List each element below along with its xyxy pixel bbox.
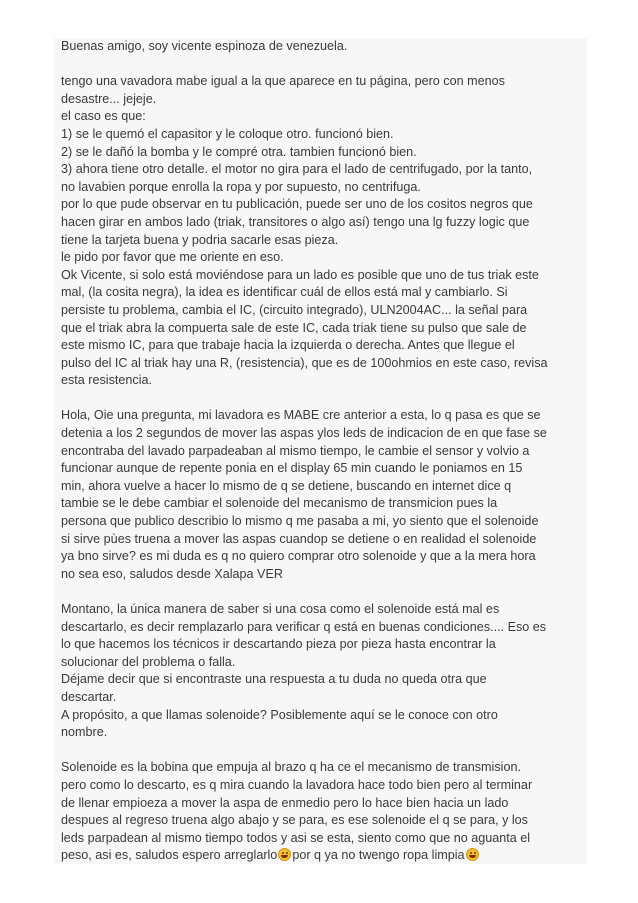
text-line: funcionar aunque de repente ponia en el display 65 min cuando le poniamos en 15 bbox=[61, 461, 523, 476]
text-line: Ok Vicente, si solo está moviéndose para un lado es posible que uno de tus triak este bbox=[61, 267, 539, 282]
paragraph-solenoide-reply bbox=[61, 759, 587, 865]
text-line: Solenoide es la bobina que empuja al brazo q ha ce el mecanismo de transmision. bbox=[61, 760, 521, 775]
text-line: 1) se le quemó el capasitor y le coloque otro. funcionó bien. bbox=[61, 126, 394, 141]
text-line: de llenar empioeza a mover la aspa de enmedio pero lo hace bien hacia un lado bbox=[61, 795, 509, 810]
text-line: no sea eso, saludos desde Xalapa VER bbox=[61, 566, 283, 581]
text-line: persiste tu problema, cambia el IC, (circuito integrado), ULN2004AC... la señal para bbox=[61, 302, 528, 317]
text-line: que el triak abra la compuerta sale de este IC, cada triak tiene su pulso que sale de bbox=[61, 320, 527, 335]
text-line: le pido por favor que me oriente en eso. bbox=[61, 250, 284, 265]
text-line: encontraba del lavado parpadeaban al mismo tiempo, le cambie el sensor y volvio a bbox=[61, 443, 530, 458]
text-line: tambie se le debe cambiar el solenoide del mecanismo de transmicion pues la bbox=[61, 496, 498, 511]
text-line: pulso del IC al triak hay una R, (resistencia), que es de 100ohmios en este caso, revisa bbox=[61, 355, 548, 370]
paragraph-mabe-question bbox=[61, 407, 587, 583]
paragraph-spacer bbox=[61, 583, 587, 601]
text-line: pero como lo descarto, es q mira cuando la lavadora hace todo bien pero al terminar bbox=[61, 777, 533, 792]
paragraph-question-and-answer bbox=[61, 73, 587, 390]
text-line-with-emoji bbox=[61, 847, 587, 865]
paragraph-montano-answer bbox=[61, 601, 587, 742]
text-line: persona que publico describio lo mismo q me pasaba a mi, yo siento que el solenoide bbox=[61, 514, 539, 529]
text-line: detenia a los 2 segundos de mover las aspas ylos leds de indicacion de en que fase se bbox=[61, 426, 547, 441]
text-segment: peso, asi es, saludos espero arreglarlo bbox=[61, 848, 278, 863]
text-line: tengo una vavadora mabe igual a la que aparece en tu página, pero con menos bbox=[61, 74, 505, 89]
text-line: nombre. bbox=[61, 725, 108, 740]
text-line: el caso es que: bbox=[61, 109, 146, 124]
grinning-face-icon bbox=[466, 848, 479, 861]
paragraph-spacer bbox=[61, 742, 587, 760]
text-line: 3) ahora tiene otro detalle. el motor no gira para el lado de centrifugado, por la tanto, bbox=[61, 162, 533, 177]
text-line: ya bno sirve? es mi duda es q no quiero comprar otro solenoide y que a la mera hora bbox=[61, 549, 536, 564]
text-line: despues al regreso truena algo abajo y se para, es ese solenoide el q se para, y los bbox=[61, 813, 528, 828]
text-line: si sirve pùes truena a mover las aspas cuandop se detiene o en realidad el solenoide bbox=[61, 531, 537, 546]
text-line: mal, (la cosita negra), la idea es identificar cuál de ellos está mal y cambiarlo. Si bbox=[61, 285, 508, 300]
paragraph-spacer bbox=[61, 56, 587, 74]
text-line: solucionar del problema o falla. bbox=[61, 654, 236, 669]
text-line: por lo que pude observar en tu publicación, puede ser uno de los cositos negros que bbox=[61, 197, 533, 212]
text-segment: por q ya no twengo ropa limpia bbox=[292, 848, 465, 863]
paragraph-spacer bbox=[61, 390, 587, 408]
text-line: desastre... jejeje. bbox=[61, 91, 157, 106]
text-line: lo que hacemos los técnicos ir descartando pieza por pieza hasta encontrar la bbox=[61, 637, 496, 652]
text-line: descartarlo, es decir remplazarlo para verificar q está en buenas condiciones.... Eso es bbox=[61, 619, 547, 634]
text-line: esta resistencia. bbox=[61, 373, 152, 388]
text-line: no lavabien porque enrolla la ropa y por supuesto, no centrifuga. bbox=[61, 179, 421, 194]
text-line: leds parpadean al mismo tiempo todos y asi se esta, siento como que no aguanta el bbox=[61, 830, 531, 845]
text-line: 2) se le dañó la bomba y le compré otra. tambien funcionó bien. bbox=[61, 144, 417, 159]
text-line: tiene la tarjeta buena y podria sacarle esas pieza. bbox=[61, 232, 339, 247]
document-body bbox=[61, 38, 587, 865]
text-line: descartar. bbox=[61, 689, 117, 704]
paragraph-greeting bbox=[61, 38, 587, 56]
text-line: A propósito, a que llamas solenoide? Posiblemente aquí se le conoce con otro bbox=[61, 707, 498, 722]
text-line: hacen girar en ambos lado (triak, transitores o algo así) tengo una lg fuzzy logic que bbox=[61, 214, 530, 229]
text-line: Montano, la única manera de saber si una cosa como el solenoide está mal es bbox=[61, 602, 500, 616]
grinning-face-icon bbox=[278, 848, 291, 861]
text-line: Déjame decir que si encontraste una respuesta a tu duda no queda otra que bbox=[61, 672, 487, 687]
text-line: Buenas amigo, soy vicente espinoza de venezuela. bbox=[61, 39, 348, 53]
text-line: este mismo IC, para que trabaje hacia la izquierda o derecha. Antes que llegue el bbox=[61, 338, 515, 353]
text-line: Hola, Oie una pregunta, mi lavadora es MABE cre anterior a esta, lo q pasa es que se bbox=[61, 408, 541, 423]
text-line: min, ahora vuelve a hacer lo mismo de q se detiene, buscando en internet dice q bbox=[61, 478, 512, 493]
